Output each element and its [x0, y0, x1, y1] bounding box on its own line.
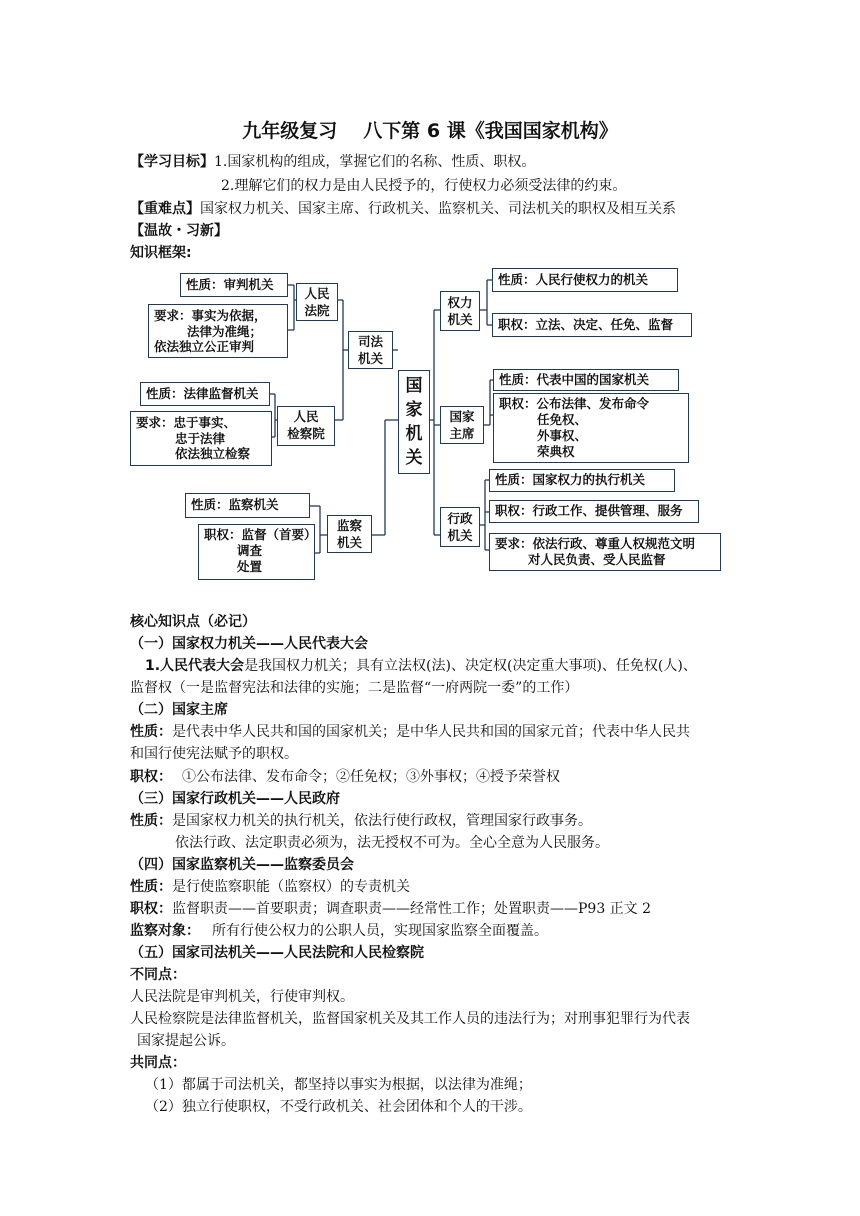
center-char-2: 家: [405, 400, 423, 420]
procuratorate-line-2: 检察院: [287, 426, 325, 441]
power-org-line-1: 权力: [447, 295, 473, 310]
section-5-diff-2: 人民检察院是法律监督机关，监督国家机关及其工作人员的违法行为；对刑事犯罪行为代表: [130, 1011, 690, 1027]
proc-req-line-2: 忠于法律: [175, 430, 226, 446]
center-char-1: 国: [405, 376, 423, 396]
section-4-nature: [130, 877, 410, 897]
section-2-nature-text: 是代表中华人民共和国的国家机关；是中华人民共和国的国家元首；代表中华人民共: [172, 724, 690, 740]
section-4-object: [130, 921, 548, 941]
supervisory-line-2: 机关: [336, 535, 362, 550]
proc-req-line-3: 依法独立检察: [175, 446, 251, 461]
section-3-nature-2: 依法行政、法定职责必须为，法无授权不可为。全心全意为人民服务。: [175, 835, 609, 851]
president-line-2: 主席: [449, 426, 475, 441]
goal-2: 2.理解它们的权力是由人民授予的，行使权力必须受法律的约束。: [221, 178, 627, 194]
sup-duty-line-3: 处置: [237, 559, 263, 574]
section-5-diff-1: 人民法院是审判机关，行使审判权。: [130, 989, 354, 1005]
president-nature-box: 性质：代表中国的国家机关: [493, 369, 679, 391]
section-4-duty-label: 职权：: [130, 901, 172, 917]
pres-duty-line-3: 外事权、: [537, 428, 588, 443]
court-box: [296, 283, 338, 321]
admin-requirement-box: [489, 533, 721, 571]
center-char-4: 关: [405, 448, 423, 468]
president-box: [440, 406, 484, 444]
core-heading: 核心知识点（必记）: [130, 614, 256, 630]
section-1-text-2: 监督权（一是监督宪法和法律的实施；二是监督“一府两院一委”的工作）: [130, 680, 579, 696]
goals-label: 【学习目标】: [130, 154, 214, 170]
admin-nature-box: 性质：国家权力的执行机关: [489, 469, 675, 492]
sup-duty-line-1: 职权：监督（首要）: [204, 527, 317, 542]
section-2-duty-text: ①公布法律、发布命令；②任免权；③外事权；④授予荣誉权: [182, 769, 560, 785]
court-line-1: 人民: [304, 286, 330, 301]
section-3-nature-text: 是国家权力机关的执行机关，依法行使行政权，管理国家行政事务。: [172, 813, 592, 829]
section-1-body: 是我国权力机关；具有立法权(法)、决定权(决定重大事项)、任免权(人)、: [244, 658, 697, 674]
court-req-line-3: 依法独立公正审判: [154, 339, 255, 354]
pres-duty-line-2: 任免权、: [537, 412, 588, 427]
admin-req-line-1: 要求：依法行政、尊重人权规范文明: [495, 536, 696, 551]
section-4-nature-text: 是行使监察职能（监察权）的专责机关: [172, 879, 410, 895]
section-4-duty: [130, 899, 651, 919]
section-2-duty: [130, 767, 560, 787]
section-2-nature-2: 和国行使宪法赋予的职权。: [130, 746, 298, 762]
section-5-same-label: 共同点：: [130, 1055, 186, 1071]
section-5-heading: （五）国家司法机关——人民法院和人民检察院: [130, 945, 424, 961]
section-4-heading: （四）国家监察机关——监察委员会: [130, 857, 354, 873]
president-line-1: 国家: [449, 409, 475, 424]
section-1-lead: 1.人民代表大会: [145, 658, 245, 674]
section-4-object-text: 所有行使公权力的公职人员，实现国家监察全面覆盖。: [212, 923, 548, 939]
procuratorate-line-1: 人民: [293, 409, 319, 424]
section-3-nature: [130, 811, 592, 831]
court-requirement-box: [148, 304, 288, 358]
section-4-nature-label: 性质：: [130, 879, 172, 895]
title-lesson: 八下第 6 课《我国国家机构》: [363, 120, 618, 142]
state-organs-center-box: [398, 370, 430, 474]
court-req-line-2: 法律为准绳；: [187, 323, 263, 339]
section-2-nature: [130, 722, 690, 742]
section-5-common-1: （1）都属于司法机关，都坚持以事实为根据，以法律为准绳；: [145, 1077, 532, 1093]
court-line-2: 法院: [304, 303, 330, 318]
power-org-line-2: 机关: [447, 312, 473, 327]
section-1-text: [145, 656, 697, 676]
section-3-nature-label: 性质：: [130, 813, 172, 829]
judicial-line-2: 机关: [357, 351, 383, 366]
pres-duty-line-1: 职权：公布法律、发布命令: [499, 396, 650, 411]
section-5-common-2: （2）独立行使职权，不受行政机关、社会团体和个人的干涉。: [145, 1099, 532, 1115]
admin-req-line-2: 对人民负责、受人民监督: [528, 552, 666, 567]
key-points-label: 【重难点】: [130, 201, 200, 217]
goal-1: 1.国家机构的组成，掌握它们的名称、性质、职权。: [214, 154, 536, 170]
power-nature-box: 性质：人民行使权力的机关: [492, 268, 678, 292]
section-2-duty-label: 职权：: [130, 769, 172, 785]
section-5-diff-2b: 国家提起公诉。: [137, 1033, 235, 1049]
section-3-heading: （三）国家行政机关——人民政府: [130, 791, 340, 807]
admin-duty-box: 职权：行政工作、提供管理、服务: [489, 500, 699, 523]
procuratorate-requirement-box: [130, 411, 272, 466]
section-2-nature-label: 性质：: [130, 724, 172, 740]
section-4-duty-text: 监督职责——首要职责；调查职责——经常性工作；处置职责——P93 正文 2: [172, 901, 652, 917]
court-req-line-1: 要求：事实为依据，: [154, 308, 267, 323]
title-grade: 九年级复习: [242, 120, 338, 142]
section-5-diff-label: 不同点：: [130, 967, 186, 983]
key-points-text: 国家权力机关、国家主席、行政机关、监察机关、司法机关的职权及相互关系: [200, 201, 676, 217]
proc-req-line-1: 要求：忠于事实、: [136, 415, 237, 430]
power-organ-box: [440, 291, 480, 331]
sup-duty-line-2: 调查: [237, 543, 263, 558]
section-1-heading: （一）国家权力机关——人民代表大会: [130, 636, 368, 652]
framework-label: 知识框架:: [130, 245, 192, 261]
admin-line-2: 机关: [447, 528, 473, 543]
supervisory-nature-box: 性质：监察机关: [185, 493, 310, 518]
procuratorate-box: [277, 406, 335, 446]
judicial-box: [348, 331, 393, 369]
center-char-3: 机: [405, 424, 423, 444]
court-nature-box: 性质：审判机关: [180, 273, 288, 297]
pres-duty-line-4: 荣典权: [537, 444, 575, 459]
administrative-box: [440, 507, 480, 547]
supervisory-box: [327, 515, 372, 553]
power-duty-box: 职权：立法、决定、任免、监督: [492, 313, 692, 337]
section-4-object-label: 监察对象：: [130, 923, 200, 939]
review-label: 【温故・习新】: [130, 223, 228, 239]
president-duty-box: [493, 393, 689, 463]
supervisory-line-1: 监察: [336, 518, 362, 533]
judicial-line-1: 司法: [357, 334, 383, 349]
supervisory-duty-box: [198, 524, 315, 580]
section-2-heading: （二）国家主席: [130, 702, 228, 718]
procuratorate-nature-box: 性质：法律监督机关: [140, 382, 270, 406]
admin-line-1: 行政: [447, 511, 473, 526]
